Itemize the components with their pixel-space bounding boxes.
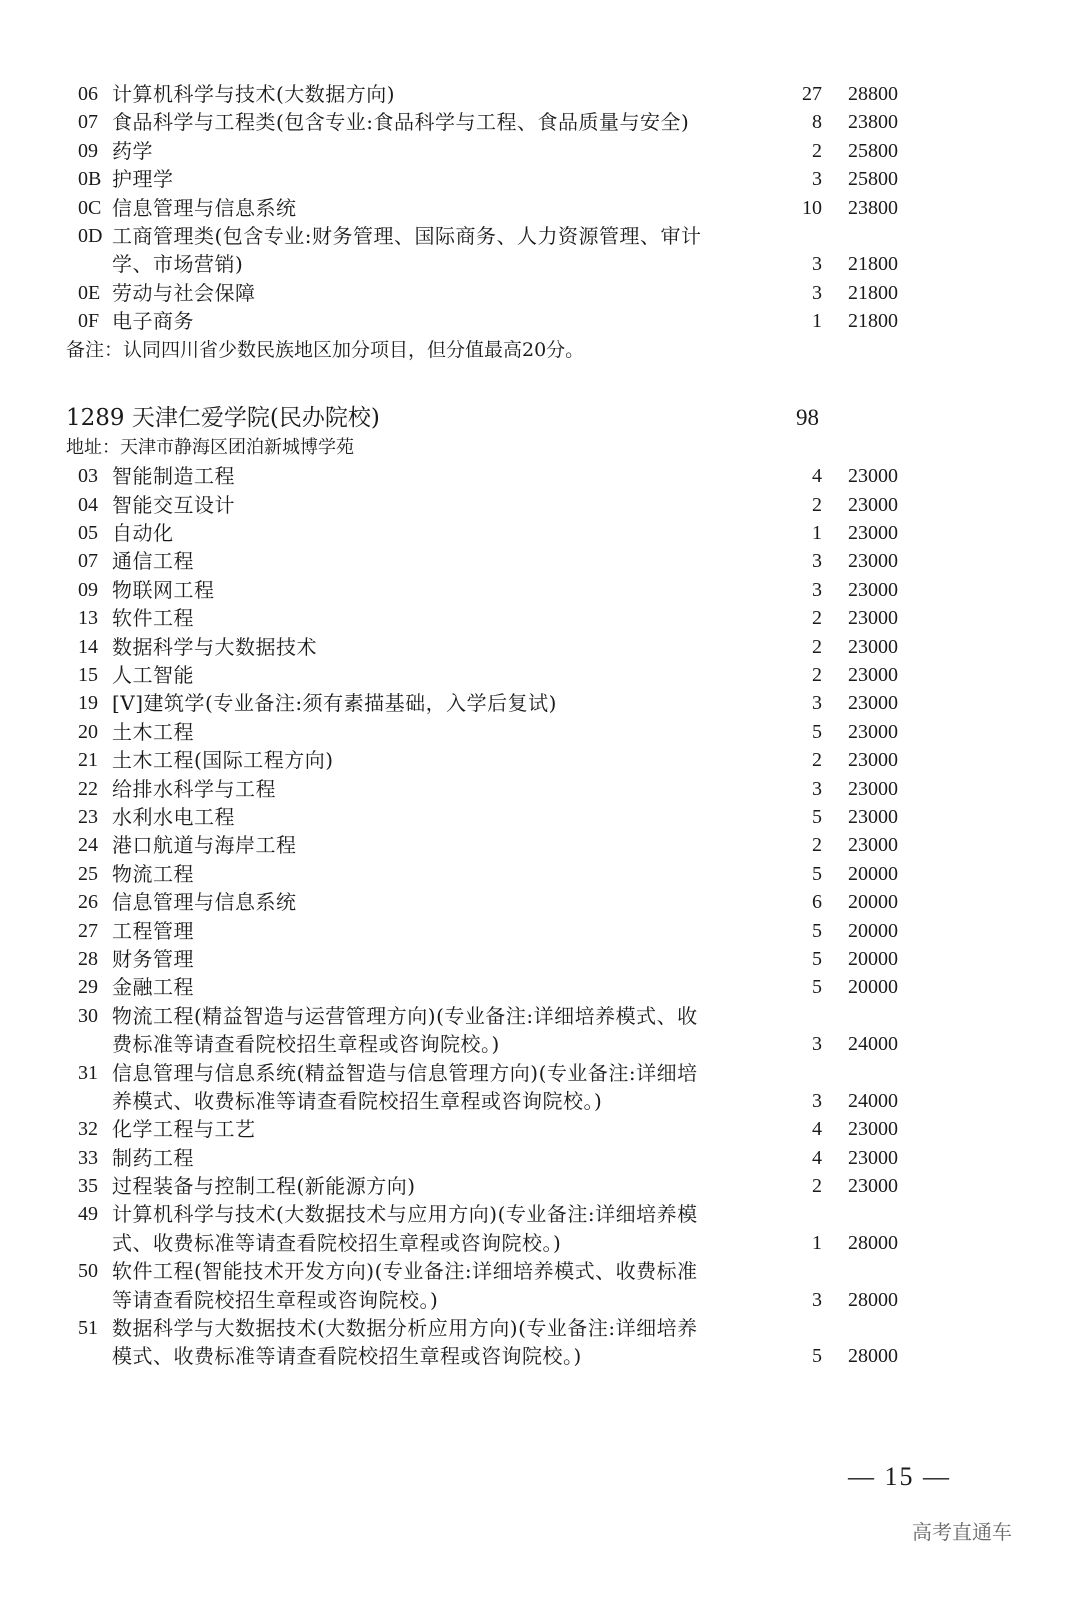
- program-tuition: 23000: [848, 550, 898, 573]
- program-row: [0, 1257, 1080, 1285]
- program-row: [0, 746, 1080, 774]
- program-name: 给排水科学与工程: [112, 776, 276, 801]
- program-tuition: 23000: [848, 805, 898, 828]
- program-row: [0, 718, 1080, 746]
- program-row: [0, 194, 1080, 222]
- program-code: 31: [78, 1061, 98, 1084]
- program-row: [0, 519, 1080, 547]
- program-tuition: 23000: [848, 1146, 898, 1169]
- program-tuition: 23000: [848, 493, 898, 516]
- program-tuition: 23000: [848, 1175, 898, 1198]
- program-quota: 3: [812, 168, 822, 191]
- program-tuition: 23000: [848, 749, 898, 772]
- program-code: 22: [78, 777, 98, 800]
- program-row: [0, 860, 1080, 888]
- program-code: 30: [78, 1004, 98, 1027]
- program-row-continuation: [0, 1342, 1080, 1370]
- program-row: [0, 108, 1080, 136]
- program-name: 等请查看院校招生章程或咨询院校。): [112, 1287, 439, 1312]
- program-name: 智能制造工程: [112, 464, 235, 489]
- program-row: [0, 1172, 1080, 1200]
- program-code: 21: [78, 749, 98, 772]
- program-quota: 3: [812, 550, 822, 573]
- program-tuition: 23000: [848, 1118, 898, 1141]
- address-text: 地址：天津市静海区团泊新城博学苑: [66, 436, 354, 458]
- school-total-quota: 98: [796, 404, 819, 430]
- program-name: 工程管理: [112, 918, 194, 943]
- program-name: 金融工程: [112, 975, 194, 1000]
- program-tuition: 23000: [848, 607, 898, 630]
- program-name: 过程装备与控制工程(新能源方向): [112, 1174, 416, 1199]
- program-name: 养模式、收费标准等请查看院校招生章程或咨询院校。): [112, 1088, 603, 1113]
- program-row: [0, 491, 1080, 519]
- program-code: 51: [78, 1317, 98, 1340]
- program-quota: 1: [812, 1231, 822, 1254]
- school-title: 1289 天津仁爱学院(民办院校): [66, 404, 380, 431]
- program-code: 09: [78, 578, 98, 601]
- program-tuition: 23800: [848, 196, 898, 219]
- program-quota: 5: [812, 947, 822, 970]
- program-code: 24: [78, 834, 98, 857]
- program-name: 物流工程: [112, 861, 194, 886]
- program-name: 港口航道与海岸工程: [112, 833, 297, 858]
- watermark: 高考直通车: [912, 1520, 1012, 1544]
- section-note: [0, 336, 1080, 364]
- program-name: 模式、收费标准等请查看院校招生章程或咨询院校。): [112, 1344, 582, 1369]
- program-tuition: 23000: [848, 834, 898, 857]
- program-quota: 4: [812, 1118, 822, 1141]
- program-quota: 3: [812, 777, 822, 800]
- program-tuition: 23000: [848, 720, 898, 743]
- program-quota: 2: [812, 1175, 822, 1198]
- program-quota: 1: [812, 522, 822, 545]
- school-header: [0, 402, 1080, 434]
- program-code: 07: [78, 550, 98, 573]
- program-quota: 2: [812, 493, 822, 516]
- program-row-continuation: [0, 1030, 1080, 1058]
- program-tuition: 23000: [848, 578, 898, 601]
- program-code: 07: [78, 111, 98, 134]
- program-row: [0, 576, 1080, 604]
- program-tuition: 20000: [848, 976, 898, 999]
- program-tuition: 21800: [848, 281, 898, 304]
- program-name: 药学: [112, 138, 153, 163]
- program-name: 智能交互设计: [112, 492, 235, 517]
- program-name: 电子商务: [112, 309, 194, 334]
- program-row: [0, 689, 1080, 717]
- program-tuition: 25800: [848, 139, 898, 162]
- program-quota: 5: [812, 919, 822, 942]
- program-name: 计算机科学与技术(大数据方向): [112, 82, 396, 106]
- program-code: 13: [78, 607, 98, 630]
- program-quota: 5: [812, 1345, 822, 1368]
- program-name: [V]建筑学(专业备注:须有素描基础，入学后复试): [112, 691, 557, 716]
- program-row: [0, 604, 1080, 632]
- program-row-continuation: [0, 1087, 1080, 1115]
- program-quota: 8: [812, 111, 822, 134]
- program-quota: 6: [812, 891, 822, 914]
- program-name: 水利水电工程: [112, 804, 235, 829]
- program-name: 食品科学与工程类(包含专业:食品科学与工程、食品质量与安全): [112, 110, 690, 135]
- program-quota: 10: [802, 196, 822, 219]
- program-row-continuation: [0, 250, 1080, 278]
- program-row: [0, 661, 1080, 689]
- program-row: [0, 1115, 1080, 1143]
- program-name: 工商管理类(包含专业:财务管理、国际商务、人力资源管理、审计: [112, 223, 702, 248]
- program-name: 制药工程: [112, 1145, 194, 1170]
- program-row: [0, 137, 1080, 165]
- program-row: [0, 888, 1080, 916]
- program-tuition: 23800: [848, 111, 898, 134]
- program-code: 27: [78, 919, 98, 942]
- program-tuition: 25800: [848, 168, 898, 191]
- program-list-school: [0, 462, 1080, 1371]
- program-name: 财务管理: [112, 946, 194, 971]
- program-tuition: 23000: [848, 692, 898, 715]
- program-tuition: 23000: [848, 635, 898, 658]
- program-quota: 5: [812, 862, 822, 885]
- program-name: 学、市场营销): [112, 252, 244, 277]
- program-code: 33: [78, 1146, 98, 1169]
- program-row-continuation: [0, 1229, 1080, 1257]
- program-row: [0, 1144, 1080, 1172]
- program-name: 软件工程(智能技术开发方向)(专业备注:详细培养模式、收费标准: [112, 1259, 698, 1284]
- program-row: [0, 547, 1080, 575]
- program-tuition: 21800: [848, 253, 898, 276]
- program-list-previous-school: [0, 80, 1080, 336]
- program-row: [0, 1059, 1080, 1087]
- program-row: [0, 775, 1080, 803]
- program-code: 25: [78, 862, 98, 885]
- program-code: 0E: [78, 281, 101, 304]
- program-quota: 1: [812, 310, 822, 333]
- program-row: [0, 945, 1080, 973]
- program-tuition: 28000: [848, 1231, 898, 1254]
- program-row: [0, 307, 1080, 335]
- program-row: [0, 1200, 1080, 1228]
- program-code: 29: [78, 976, 98, 999]
- program-code: 05: [78, 522, 98, 545]
- program-code: 15: [78, 664, 98, 687]
- program-name: 通信工程: [112, 549, 194, 574]
- program-quota: 5: [812, 976, 822, 999]
- program-code: 14: [78, 635, 98, 658]
- program-name: 式、收费标准等请查看院校招生章程或咨询院校。): [112, 1230, 562, 1255]
- program-quota: 3: [812, 1089, 822, 1112]
- program-quota: 3: [812, 253, 822, 276]
- program-quota: 4: [812, 465, 822, 488]
- program-row: [0, 222, 1080, 250]
- program-quota: 2: [812, 664, 822, 687]
- program-name: 人工智能: [112, 663, 194, 688]
- program-tuition: 28000: [848, 1345, 898, 1368]
- program-quota: 2: [812, 834, 822, 857]
- program-name: 物流工程(精益智造与运营管理方向)(专业备注:详细培养模式、收: [112, 1003, 698, 1028]
- program-tuition: 24000: [848, 1033, 898, 1056]
- program-code: 06: [78, 83, 98, 105]
- program-tuition: 23000: [848, 777, 898, 800]
- program-quota: 3: [812, 578, 822, 601]
- program-row: [0, 462, 1080, 490]
- program-tuition: 20000: [848, 919, 898, 942]
- program-code: 0D: [78, 224, 103, 247]
- program-code: 35: [78, 1175, 98, 1198]
- program-quota: 2: [812, 139, 822, 162]
- program-code: 20: [78, 720, 98, 743]
- program-row: [0, 973, 1080, 1001]
- program-name: 自动化: [112, 521, 174, 546]
- program-row: [0, 80, 1080, 108]
- program-name: 计算机科学与技术(大数据技术与应用方向)(专业备注:详细培养模: [112, 1202, 698, 1227]
- note-text: 备注：认同四川省少数民族地区加分项目，但分值最高20分。: [66, 338, 585, 361]
- program-row: [0, 1314, 1080, 1342]
- program-name: 劳动与社会保障: [112, 280, 256, 305]
- program-code: 23: [78, 805, 98, 828]
- program-name: 物联网工程: [112, 577, 215, 602]
- program-name: 数据科学与大数据技术: [112, 634, 317, 659]
- program-quota: 4: [812, 1146, 822, 1169]
- program-name: 数据科学与大数据技术(大数据分析应用方向)(专业备注:详细培养: [112, 1316, 698, 1341]
- program-quota: 5: [812, 720, 822, 743]
- program-code: 0C: [78, 196, 102, 219]
- program-row: [0, 831, 1080, 859]
- program-row: [0, 165, 1080, 193]
- program-tuition: 24000: [848, 1089, 898, 1112]
- program-name: 信息管理与信息系统: [112, 890, 297, 915]
- program-row: [0, 279, 1080, 307]
- program-quota: 27: [802, 83, 822, 105]
- program-row: [0, 1002, 1080, 1030]
- program-tuition: 21800: [848, 310, 898, 333]
- program-tuition: 20000: [848, 947, 898, 970]
- program-tuition: 28800: [848, 83, 898, 105]
- program-quota: 3: [812, 281, 822, 304]
- program-quota: 3: [812, 692, 822, 715]
- program-name: 信息管理与信息系统: [112, 195, 297, 220]
- program-quota: 2: [812, 635, 822, 658]
- program-code: 0B: [78, 168, 102, 191]
- program-tuition: 23000: [848, 522, 898, 545]
- program-code: 19: [78, 692, 98, 715]
- program-row: [0, 917, 1080, 945]
- program-row: [0, 803, 1080, 831]
- program-row: [0, 633, 1080, 661]
- program-name: 费标准等请查看院校招生章程或咨询院校。): [112, 1032, 500, 1057]
- program-name: 化学工程与工艺: [112, 1117, 256, 1142]
- program-code: 03: [78, 465, 98, 488]
- program-quota: 2: [812, 749, 822, 772]
- program-name: 信息管理与信息系统(精益智造与信息管理方向)(专业备注:详细培: [112, 1060, 698, 1085]
- program-quota: 2: [812, 607, 822, 630]
- program-code: 0F: [78, 310, 100, 333]
- program-tuition: 28000: [848, 1288, 898, 1311]
- document-body: [0, 80, 1080, 1371]
- program-name: 软件工程: [112, 606, 194, 631]
- program-code: 09: [78, 139, 98, 162]
- page-number: — 15 —: [848, 1462, 951, 1491]
- program-row-continuation: [0, 1286, 1080, 1314]
- program-code: 32: [78, 1118, 98, 1141]
- school-address: [0, 434, 1080, 462]
- program-code: 50: [78, 1260, 98, 1283]
- program-quota: 5: [812, 805, 822, 828]
- program-code: 28: [78, 947, 98, 970]
- program-tuition: 23000: [848, 465, 898, 488]
- program-quota: 3: [812, 1288, 822, 1311]
- program-name: 护理学: [112, 167, 174, 192]
- program-tuition: 23000: [848, 664, 898, 687]
- program-name: 土木工程: [112, 719, 194, 744]
- program-code: 04: [78, 493, 98, 516]
- program-code: 49: [78, 1203, 98, 1226]
- program-code: 26: [78, 891, 98, 914]
- program-tuition: 20000: [848, 891, 898, 914]
- program-name: 土木工程(国际工程方向): [112, 748, 334, 773]
- program-quota: 3: [812, 1033, 822, 1056]
- program-tuition: 20000: [848, 862, 898, 885]
